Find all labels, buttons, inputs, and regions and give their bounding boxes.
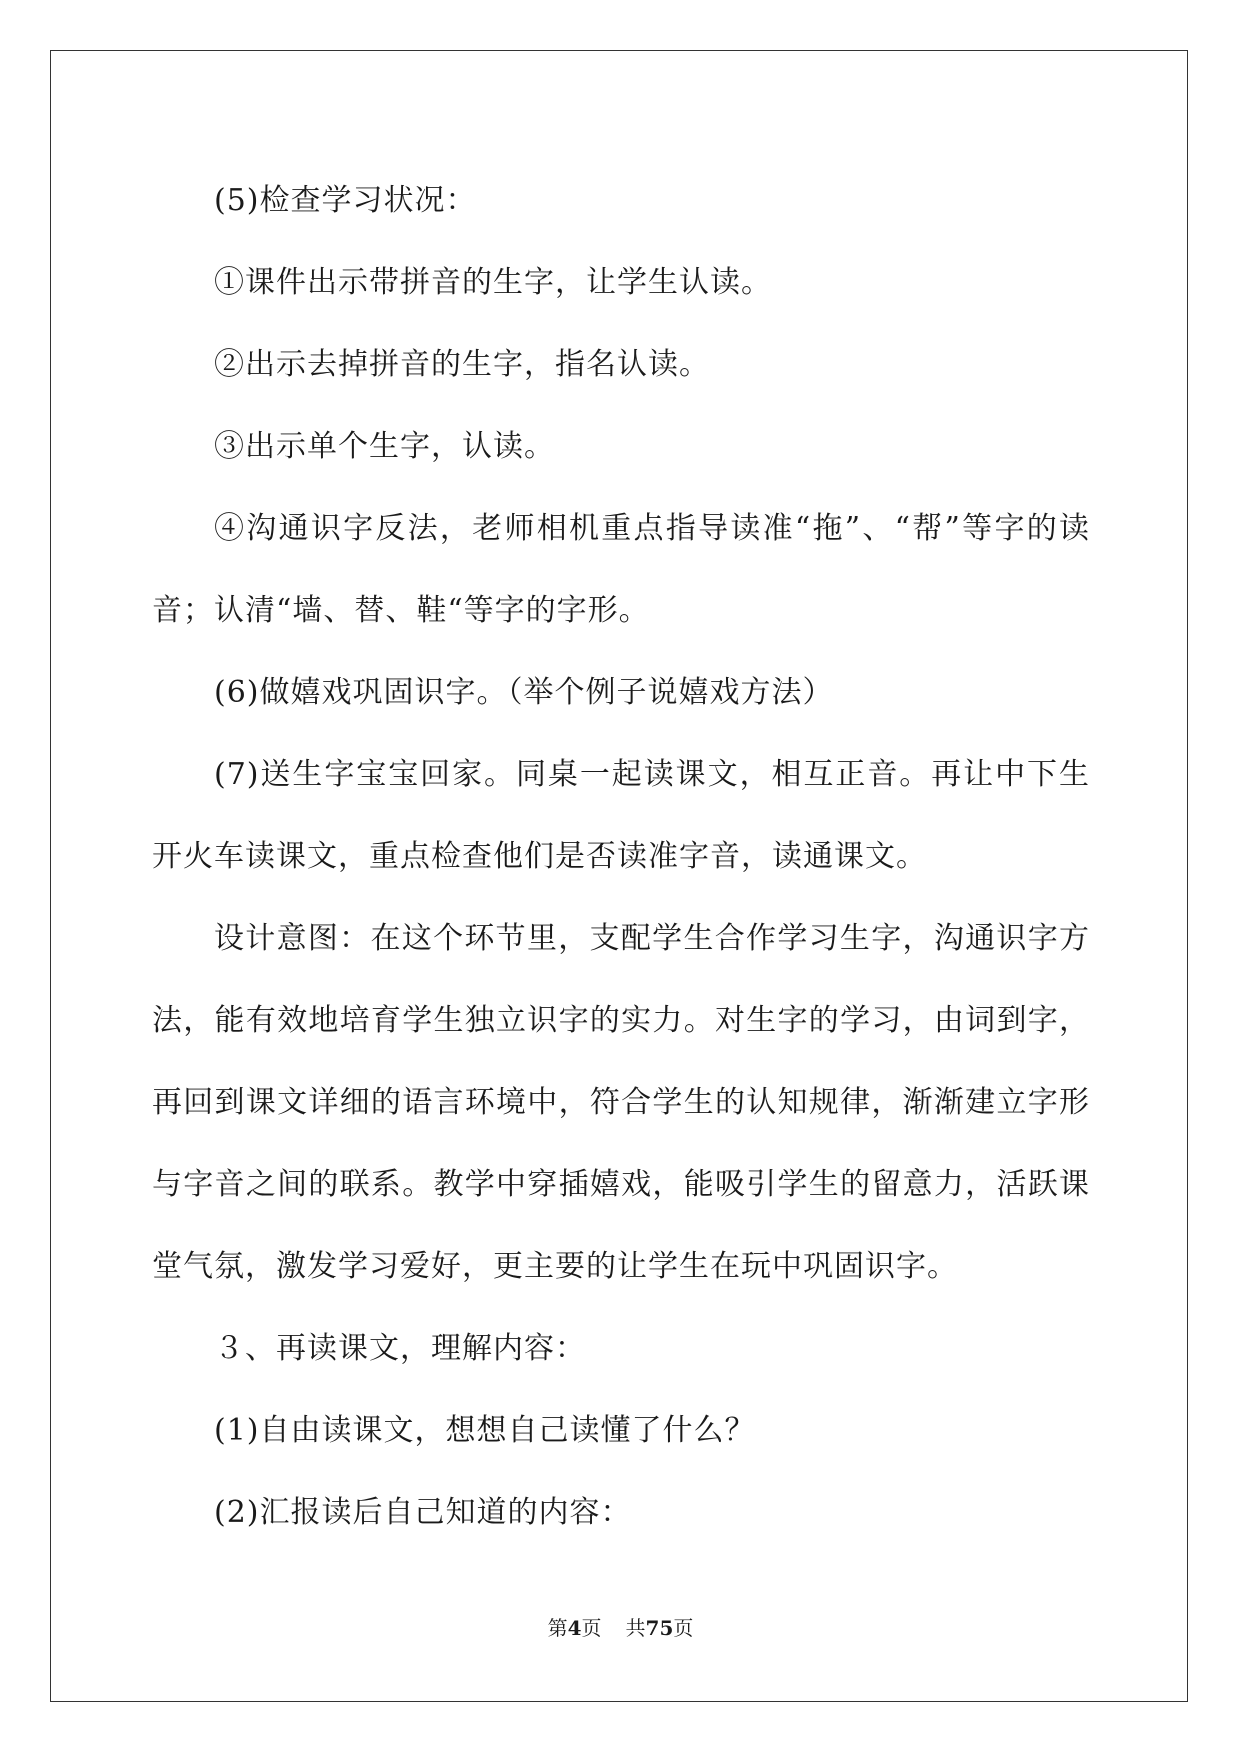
footer-total-pages: 75	[645, 1616, 674, 1640]
paragraph: (7)送生字宝宝回家。同桌一起读课文，相互正音。再让中下生开火车读课文，重点检查他们是否读准字音，读通课文。	[152, 757, 1090, 874]
paragraph: ②出示去掉拼音的生字，指名认读。	[214, 347, 710, 382]
section-heading: ３、再读课文，理解内容：	[214, 1331, 586, 1366]
paragraph: ①课件出示带拼音的生字，让学生认读。	[214, 265, 772, 300]
paragraph: (6)做嬉戏巩固识字。（举个例子说嬉戏方法）	[214, 675, 834, 710]
page-footer	[0, 1612, 1241, 1641]
footer-page-prefix: 第	[547, 1616, 568, 1640]
paragraph: (2)汇报读后自己知道的内容：	[214, 1495, 632, 1530]
footer-page-number: 4	[567, 1616, 582, 1640]
footer-total-suffix: 页	[673, 1616, 694, 1640]
paragraph: ③出示单个生字，认读。	[214, 429, 555, 464]
paragraph: ④沟通识字反法，老师相机重点指导读准“拖”、“帮”等字的读音；认清“墙、替、鞋“等字的字形。	[152, 511, 1090, 628]
paragraph: 设计意图：在这个环节里，支配学生合作学习生字，沟通识字方法，能有效地培育学生独立识字的实力。对生字的学习，由词到字，再回到课文详细的语言环境中，符合学生的认知规律，渐渐建立字形与字音之间的联系。教学中穿插嬉戏，能吸引学生的留意力，活跃课堂气氛，激发学习爱好，更主要的让学生在玩中巩固识字。	[152, 921, 1090, 1284]
document-body	[152, 160, 1090, 1554]
paragraph: (1)自由读课文，想想自己读懂了什么？	[214, 1413, 756, 1448]
footer-total-prefix: 共	[625, 1616, 646, 1640]
paragraph: (5)检查学习状况：	[214, 183, 477, 218]
footer-page-suffix: 页	[581, 1616, 602, 1640]
